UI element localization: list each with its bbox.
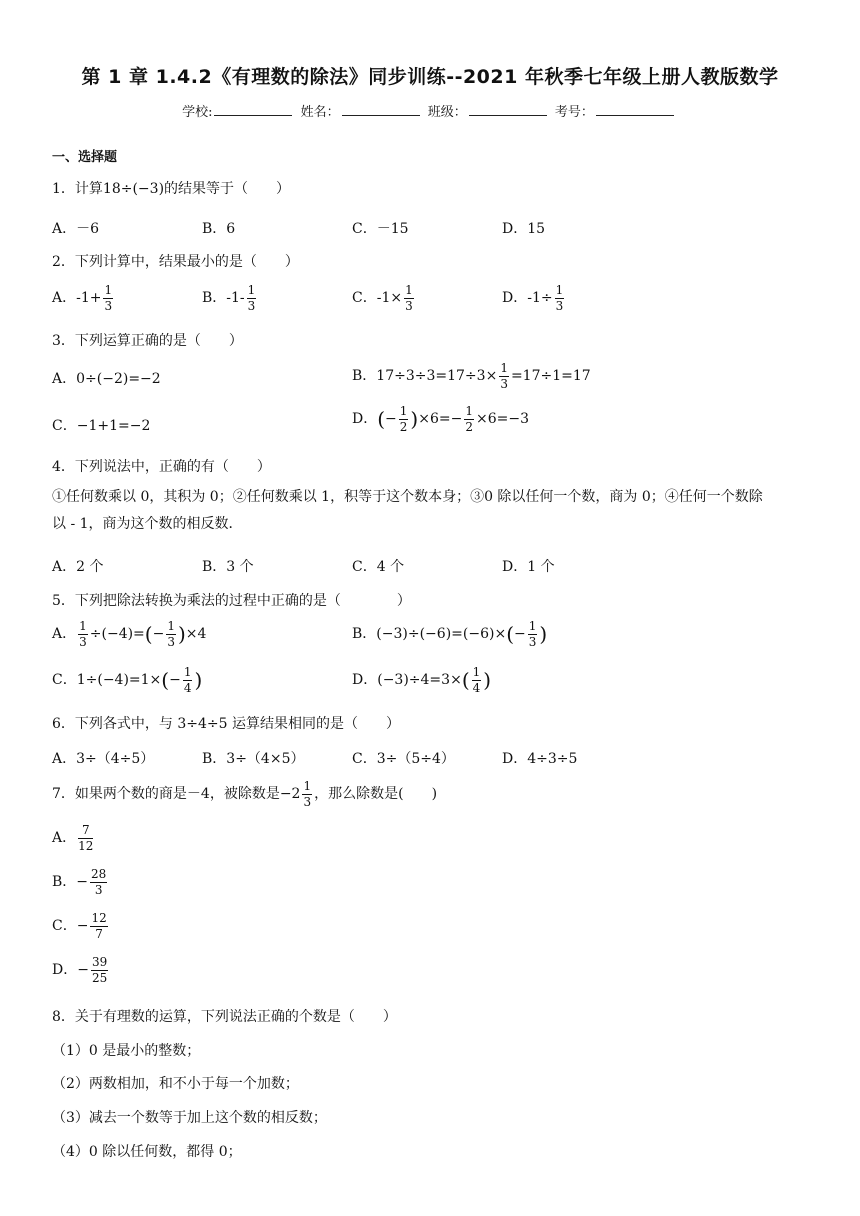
denominator: 2 xyxy=(465,419,473,434)
numerator: 7 xyxy=(78,824,93,839)
q5-d-label: D． xyxy=(352,672,378,689)
q3-option-a[interactable] xyxy=(52,368,161,388)
right-paren: ) xyxy=(177,622,186,647)
numerator: 1 xyxy=(104,283,113,297)
q8-statement-4: （4）0 除以任何数，都得 0； xyxy=(52,1144,242,1160)
question-2-stem: 2．下列计算中，结果最小的是（ ） xyxy=(52,254,299,270)
q1-stem-pre: 1．计算 xyxy=(52,181,103,197)
q2-c-text: C．-1× xyxy=(352,290,403,307)
q7-d-neg: − xyxy=(77,962,89,979)
left-paren: ( xyxy=(144,622,153,647)
q8-statement-1: （1）0 是最小的整数； xyxy=(52,1043,201,1059)
q4-line-1: ①任何数乘以 0，其积为 0；②任何数乘以 1，积等于这个数本身；③0 除以任何一个数，商为 0；④任何一个数除 xyxy=(52,489,763,505)
q1-stem-post: 的结果等于（ ） xyxy=(164,181,291,197)
denominator: 3 xyxy=(247,298,256,313)
denominator: 2 xyxy=(399,419,408,434)
q7-c-label: C． xyxy=(52,918,77,935)
q5-c-neg: − xyxy=(169,672,181,689)
q4-statements xyxy=(52,484,812,538)
denominator: 3 xyxy=(555,298,564,313)
section-heading: 一、选择题 xyxy=(52,150,118,165)
question-8-stem: 8．关于有理数的运算，下列说法正确的个数是（ ） xyxy=(52,1009,397,1025)
q3-d-neg: − xyxy=(385,411,397,428)
numerator: 1 xyxy=(167,619,175,633)
numerator: 1 xyxy=(183,665,192,679)
left-paren: ( xyxy=(377,407,386,432)
name-blank[interactable] xyxy=(342,103,420,116)
q5-c-label: C． xyxy=(52,672,77,689)
q7-option-c[interactable] xyxy=(52,912,110,940)
exam-no-label: 考号： xyxy=(554,105,594,120)
numerator: 39 xyxy=(91,955,108,969)
right-paren: ) xyxy=(410,407,419,432)
q2-b-text: B．-1- xyxy=(202,290,245,307)
q1-option-c[interactable]: C．－15 xyxy=(352,221,409,237)
numerator: 1 xyxy=(555,283,564,297)
name-label: 姓名： xyxy=(300,105,340,120)
q7-option-a[interactable] xyxy=(52,824,95,852)
question-7-stem xyxy=(52,780,437,808)
q5-option-d[interactable] xyxy=(352,666,491,694)
denominator: 3 xyxy=(528,634,537,649)
class-blank[interactable] xyxy=(469,103,547,116)
denominator: 25 xyxy=(91,970,108,985)
q6-option-b[interactable]: B．3÷（4×5） xyxy=(202,751,305,767)
right-paren: ) xyxy=(539,622,548,647)
page-title: 第 1 章 1.4.2《有理数的除法》同步训练--2021 年秋季七年级上册人教版数学 xyxy=(81,66,779,88)
left-paren: ( xyxy=(161,668,170,693)
q5-c-pre: 1÷(−4)=1× xyxy=(76,672,162,689)
q3-option-c[interactable] xyxy=(52,415,150,435)
q1-expr: 18÷(−3) xyxy=(102,181,165,197)
denominator: 3 xyxy=(94,882,103,897)
q3-b-label: B． xyxy=(352,368,377,385)
question-3-stem: 3．下列运算正确的是（ ） xyxy=(52,333,243,349)
numerator: 1 xyxy=(79,619,87,633)
q3-option-d[interactable] xyxy=(352,405,529,433)
numerator: 28 xyxy=(91,867,107,881)
denominator: 7 xyxy=(95,926,103,941)
q3-d-fraction-2 xyxy=(464,405,474,433)
q7-b-fraction xyxy=(90,868,107,896)
q7-stem-post: ，那么除数是( ) xyxy=(314,786,438,803)
q2-option-a[interactable] xyxy=(52,284,115,312)
question-5-stem: 5．下列把除法转换为乘法的过程中正确的是（ ） xyxy=(52,593,411,609)
school-blank[interactable] xyxy=(214,103,292,116)
q5-a-neg: − xyxy=(152,626,165,643)
q2-d-text: D．-1÷ xyxy=(502,290,553,307)
q1-option-d[interactable]: D．15 xyxy=(502,221,546,237)
class-label: 班级： xyxy=(427,105,467,120)
q2-option-d[interactable] xyxy=(502,284,566,312)
student-info-line xyxy=(0,101,860,120)
numerator: 1 xyxy=(405,283,413,297)
question-4-stem: 4．下列说法中，正确的有（ ） xyxy=(52,459,271,475)
question-1-stem xyxy=(52,178,290,198)
q4-option-b[interactable]: B．3 个 xyxy=(202,559,254,575)
q3-c-label: C． xyxy=(52,418,77,434)
numerator: 1 xyxy=(465,404,473,418)
q3-option-b[interactable] xyxy=(352,362,591,390)
q5-a-mid: ÷(−4)= xyxy=(89,626,145,643)
denominator: 4 xyxy=(472,680,481,695)
q8-statement-3: （3）减去一个数等于加上这个数的相反数； xyxy=(52,1110,327,1126)
denominator: 3 xyxy=(79,634,87,649)
q3-c-expr: −1+1=−2 xyxy=(76,418,151,434)
q4-option-a[interactable]: A．2 个 xyxy=(52,559,104,575)
denominator: 3 xyxy=(167,634,175,649)
q1-option-b[interactable]: B．6 xyxy=(202,221,236,237)
q7-c-fraction xyxy=(90,912,107,940)
q2-a-text: A．-1+ xyxy=(52,290,102,307)
q5-a-label: A． xyxy=(52,626,77,643)
numerator: 1 xyxy=(303,779,312,793)
q7-a-label: A． xyxy=(52,830,77,847)
q7-d-fraction xyxy=(91,956,108,984)
question-6-stem: 6．下列各式中，与 3÷4÷5 运算结果相同的是（ ） xyxy=(52,716,400,732)
right-paren: ) xyxy=(194,668,203,693)
left-paren: ( xyxy=(506,622,514,647)
q5-c-fraction xyxy=(183,666,193,694)
q3-a-label: A． xyxy=(52,371,77,387)
q5-option-c[interactable] xyxy=(52,666,202,694)
q7-stem-pre: 7．如果两个数的商是－4，被除数是 xyxy=(52,786,280,803)
exam-no-blank[interactable] xyxy=(596,103,674,116)
denominator: 3 xyxy=(303,794,312,809)
denominator: 3 xyxy=(104,298,113,313)
denominator: 4 xyxy=(183,680,192,695)
q5-b-label: B． xyxy=(352,626,377,643)
q4-line-2: 以 - 1，商为这个数的相反数． xyxy=(52,516,243,532)
q3-d-label: D． xyxy=(352,411,378,428)
q3-a-expr: 0÷(−2)=−2 xyxy=(76,371,161,387)
q7-a-fraction xyxy=(78,824,93,852)
q5-d-fraction xyxy=(472,666,482,694)
numerator: 12 xyxy=(91,911,107,925)
right-paren: ) xyxy=(483,668,492,693)
q3-b-fraction xyxy=(499,362,509,390)
q5-d-pre: (−3)÷4=3× xyxy=(377,672,462,689)
q1-option-a[interactable]: A．－6 xyxy=(52,221,100,237)
q7-mixed-fraction xyxy=(302,780,312,808)
numerator: 1 xyxy=(472,665,481,679)
q5-b-pre: (−3)÷(−6)=(−6)× xyxy=(376,626,507,643)
q5-a-fraction-1 xyxy=(78,620,88,648)
q3-b-pre: 17÷3÷3=17÷3× xyxy=(376,368,498,385)
q7-d-label: D． xyxy=(52,962,78,979)
left-paren: ( xyxy=(461,668,470,693)
numerator: 1 xyxy=(247,283,256,297)
q2-option-b[interactable] xyxy=(202,284,258,312)
denominator: 12 xyxy=(78,838,94,853)
q7-option-d[interactable] xyxy=(52,956,110,984)
numerator: 1 xyxy=(500,361,508,375)
q4-option-d[interactable]: D．1 个 xyxy=(502,559,555,575)
q5-b-neg: − xyxy=(514,626,526,643)
q3-d-mid: ×6=− xyxy=(418,411,463,428)
q2-d-fraction xyxy=(555,284,565,312)
q6-option-d[interactable]: D．4÷3÷5 xyxy=(502,751,578,767)
denominator: 3 xyxy=(500,376,508,391)
q3-d-post: ×6=−3 xyxy=(475,411,529,428)
q5-option-b[interactable] xyxy=(352,620,547,648)
q6-option-c[interactable]: C．3÷（5÷4） xyxy=(352,751,455,767)
q5-a-fraction-2 xyxy=(166,620,176,648)
q5-option-a[interactable] xyxy=(52,620,206,648)
q7-b-label: B． xyxy=(52,874,77,891)
numerator: 1 xyxy=(528,619,537,633)
q4-option-c[interactable]: C．4 个 xyxy=(352,559,405,575)
q7-c-neg: − xyxy=(76,918,89,935)
q7-b-neg: − xyxy=(76,874,89,891)
q3-d-fraction-1 xyxy=(399,405,409,433)
q2-a-fraction xyxy=(103,284,113,312)
q7-option-b[interactable] xyxy=(52,868,109,896)
q2-option-c[interactable] xyxy=(352,284,416,312)
q2-c-fraction xyxy=(404,284,414,312)
q3-b-post: =17÷1=17 xyxy=(510,368,591,385)
q7-mixed-whole: −2 xyxy=(279,786,301,803)
q2-b-fraction xyxy=(247,284,257,312)
numerator: 1 xyxy=(399,404,408,418)
denominator: 3 xyxy=(405,298,413,313)
q5-a-post: ×4 xyxy=(185,626,207,643)
q5-b-fraction xyxy=(528,620,538,648)
q8-statement-2: （2）两数相加，和不小于每一个加数； xyxy=(52,1076,299,1092)
q6-option-a[interactable]: A．3÷（4÷5） xyxy=(52,751,155,767)
school-label: 学校: xyxy=(182,105,213,120)
